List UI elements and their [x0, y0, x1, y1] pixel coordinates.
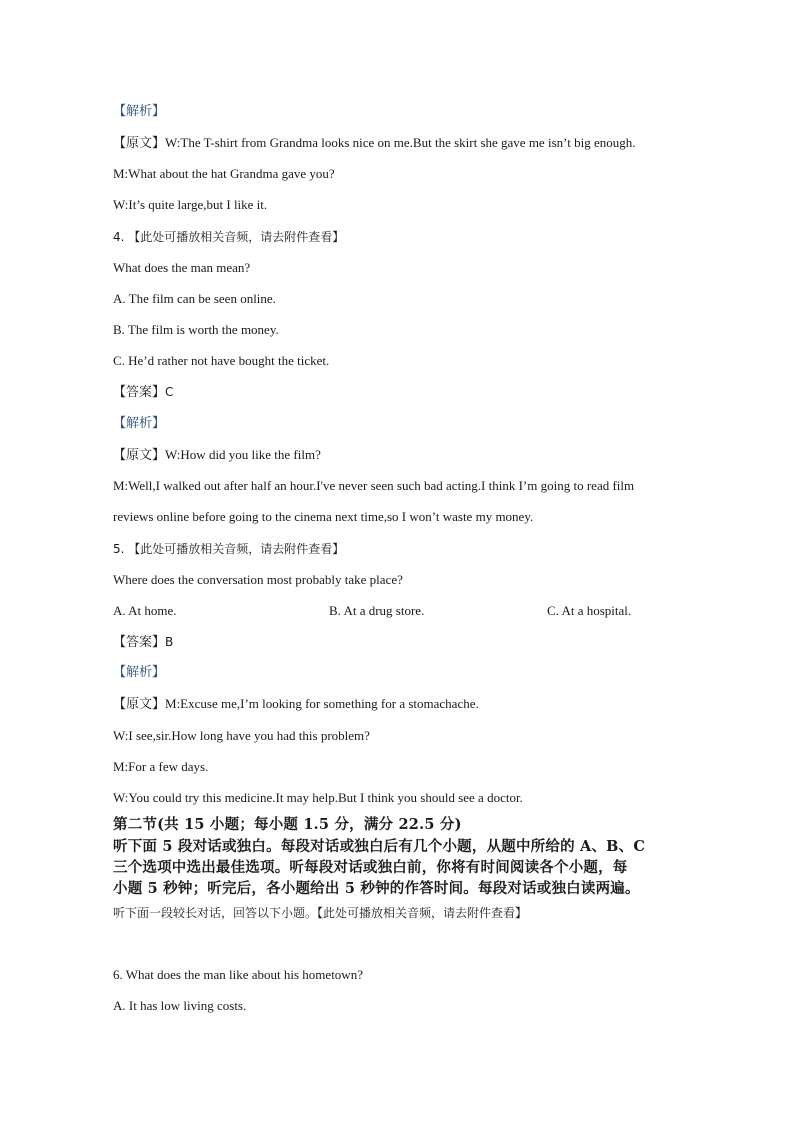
section2-listen-note: 听下面一段较长对话，回答以下小题。【此处可播放相关音频，请去附件查看】 [113, 906, 528, 920]
section2-instruction-line-2: 三个选项中选出最佳选项。听每段对话或独白前，你将有时间阅读各个小题，每 [113, 859, 628, 876]
q4-transcript-text-1: W:How did you like the film? [165, 447, 321, 462]
q5-answer-line [113, 633, 173, 652]
q4-number-title: 4. 【此处可播放相关音频，请去附件查看】 [113, 230, 345, 244]
q3-transcript-tag: 【原文】 [113, 136, 166, 151]
q5-analysis-label: 【解析】 [113, 665, 166, 680]
section2-instruction-line-3: 小题 5 秒钟；听完后，各小题给出 5 秒钟的作答时间。每段对话或独白读两遍。 [113, 880, 640, 897]
q4-option-c: C. He’d rather not have bought the ticket. [113, 353, 330, 368]
q4-answer-line [113, 383, 173, 402]
section2-instruction-line-1: 听下面 5 段对话或独白。每段对话或独白后有几个小题，从题中所给的 A、B、C [113, 838, 646, 855]
q4-transcript-line-1 [113, 446, 321, 465]
q4-analysis-label: 【解析】 [113, 416, 166, 431]
q5-number-title: 5. 【此处可播放相关音频，请去附件查看】 [113, 542, 345, 556]
q3-transcript-text-1: W:The T-shirt from Grandma looks nice on me.But the skirt she gave me isn’t big enough. [165, 135, 636, 150]
q5-option-b: B. At a drug store. [329, 603, 425, 618]
q5-answer-value: B [165, 635, 174, 649]
q5-option-c: C. At a hospital. [547, 603, 632, 618]
q5-transcript-line-4: W:You could try this medicine.It may help.But I think you should see a doctor. [113, 790, 523, 805]
q4-option-a: A. The film can be seen online. [113, 291, 276, 306]
q3-analysis-label: 【解析】 [113, 104, 166, 119]
q5-transcript-line-1 [113, 695, 479, 714]
q4-answer-value: C [165, 385, 174, 399]
q5-answer-tag: 【答案】 [113, 635, 166, 650]
q4-answer-tag: 【答案】 [113, 385, 166, 400]
q5-option-a: A. At home. [113, 603, 177, 618]
q4-transcript-line-3: reviews online before going to the cinema next time,so I won’t waste my money. [113, 509, 534, 524]
q6-option-a: A. It has low living costs. [113, 998, 247, 1013]
q5-transcript-line-3: M:For a few days. [113, 759, 209, 774]
q3-transcript-line-3: W:It’s quite large,but I like it. [113, 197, 268, 212]
q3-transcript-line-2: M:What about the hat Grandma gave you? [113, 166, 335, 181]
q4-question: What does the man mean? [113, 260, 251, 275]
q3-transcript-line-1 [113, 134, 635, 153]
q6-question: 6. What does the man like about his hometown? [113, 967, 363, 982]
q5-transcript-text-1: M:Excuse me,I’m looking for something for a stomachache. [165, 696, 479, 711]
section2-heading: 第二节(共 15 小题；每小题 1.5 分，满分 22.5 分) [113, 816, 462, 833]
q4-transcript-tag: 【原文】 [113, 448, 166, 463]
q5-question: Where does the conversation most probably take place? [113, 572, 403, 587]
q4-option-b: B. The film is worth the money. [113, 322, 279, 337]
q5-transcript-line-2: W:I see,sir.How long have you had this problem? [113, 728, 370, 743]
q4-transcript-line-2: M:Well,I walked out after half an hour.I've never seen such bad acting.I think I’m going to read film [113, 478, 635, 493]
q5-transcript-tag: 【原文】 [113, 697, 166, 712]
